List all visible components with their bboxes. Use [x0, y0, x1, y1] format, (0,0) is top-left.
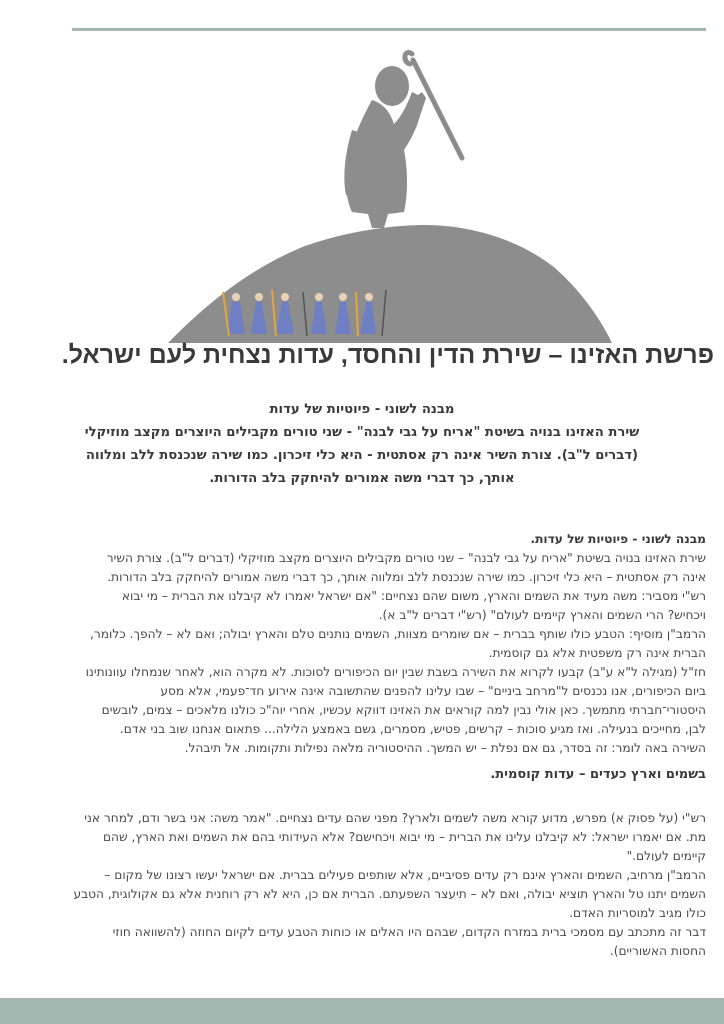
paragraph-line: כולו מגיב למוסריות האדם.	[569, 906, 706, 920]
section-heading: מבנה לשוני - פיוטיות של עדות.	[530, 532, 706, 546]
paragraph-line: ביום הכיפורים, אנו נכנסים ל"מרחב ביניים" – שבו עלינו להפנים שהתשובה אינה אירוע חד־פעמי, אלא מסע	[160, 684, 706, 698]
paragraph-line: קיימים לעולם."	[626, 849, 706, 863]
footer-band	[0, 998, 724, 1024]
paragraph-line: הרמב"ן מוסיף: הטבע כולו שותף בברית – אם שומרים מצוות, השמים נותנים טלם והארץ יבולה; ואם לא – להפך. כלומר,	[90, 627, 706, 641]
intro-line: שירת האזינו בנויה בשיטת "אריח על גבי לבנה" - שני טורים מקבילים היוצרים מקצב מוזיקלי	[84, 425, 640, 440]
article-body	[16, 530, 706, 961]
paragraph-line: לבן, מחייכים בנעילה. ואז מגיע סוכות – קרשים, פטיש, מסמרים, גשם באמצע הלילה... פתאום אנחנו שוב בני אדם.	[119, 722, 706, 736]
paragraph-line: מת. אם יאמרו ישראל: לא קיבלנו עלינו את הברית – מי יבוא ויכחישם? אלא העידותי בהם את השמים ואת הארץ, שהם	[102, 830, 706, 844]
intro-line: אותך, כך דברי משה אמורים להיחקק בלב הדורות.	[209, 471, 515, 486]
paragraph-line: השמים יתנו טל והארץ תוציא יבולה, ואם לא – תיעצר השפעתם. הברית אם כן, היא לא רק רוחנית אלא גם אקולוגית, הטבע	[73, 887, 706, 901]
paragraph-line: רש"י מסביר: משה מעיד את השמים והארץ, משום שהם נצחיים: "אם ישראל יאמרו לא קיבלנו את הברית – מי יבוא	[121, 589, 706, 603]
paragraph-line: שירת האזינו בנויה בשיטת "אריח על גבי לבנה" – שני טורים מקבילים היוצרים מקצב מוזיקלי (דברים ל"ב). צורת השיר	[106, 551, 706, 565]
paragraph-line: השירה באה לומר: זה בסדר, גם אם נפלת – יש המשך. ההיסטוריה מלאה נפילות ותקומות. אל תיבהל.	[184, 741, 706, 755]
moses-on-mountain-illustration	[0, 0, 724, 345]
intro-block	[40, 398, 684, 490]
paragraph-line: דבר זה מתכתב עם מסמכי ברית במזרח הקדום, שבהם היו האלים או כוחות הטבע עדים לקיום החוזה (להשוואה חוזי	[112, 925, 706, 939]
paragraph-line: רש"י (על פסוק א) מפרש, מדוע קורא משה לשמים ולארץ? מפני שהם עדים נצחיים. "אמר משה: אני בשר ודם, למחר אני	[84, 811, 706, 825]
paragraph-line: הרמב"ן מרחיב, השמים והארץ אינם רק עדים פסיביים, אלא שותפים פעילים בברית. אם ישראל יעשו רצונו של מקום –	[104, 868, 706, 882]
intro-line: (דברים ל"ב). צורת השיר אינה רק אסתטית - היא כלי זיכרון. כמו שירה שנכנסת ללב ומלווה	[85, 448, 639, 463]
paragraph-line: החסות האשוריים).	[609, 944, 706, 958]
paragraph-line: היסטורי־חברתי מתמשך. כאן אולי נבין למה קוראים את האזינו דווקא עכשיו, אחרי יוה"כ כולנו מלאכים – צמים, לובשים	[101, 703, 706, 717]
paragraph-line: חז"ל (מגילה ל"א ע"ב) קבעו לקרוא את השירה בשבת שבין יום הכיפורים לסוכות. לא מקרה הוא, לאחר שנמחלו עוונותינו	[85, 665, 706, 679]
intro-heading: מבנה לשוני - פיוטיות של עדות	[269, 402, 455, 417]
page-title: פרשת האזינו – שירת הדין והחסד, עדות נצחית לעם ישראל.	[61, 341, 714, 369]
paragraph-line: ויכחיש? הרי השמים והארץ קיימים לעולם" (רש"י דברים ל"ב א).	[378, 608, 706, 622]
moses-figure	[344, 66, 426, 228]
paragraph-line: אינה רק אסתטית – היא כלי זיכרון. כמו שירה שנכנסת ללב ומלווה אותך, כך דברי משה אמורים להיחקק בלב הדורות.	[107, 570, 706, 584]
section-heading: בשמים וארץ כעדים – עדות קוסמית.	[490, 767, 706, 782]
paragraph-line: הברית אינה רק משפטית אלא גם קוסמית.	[488, 646, 706, 660]
